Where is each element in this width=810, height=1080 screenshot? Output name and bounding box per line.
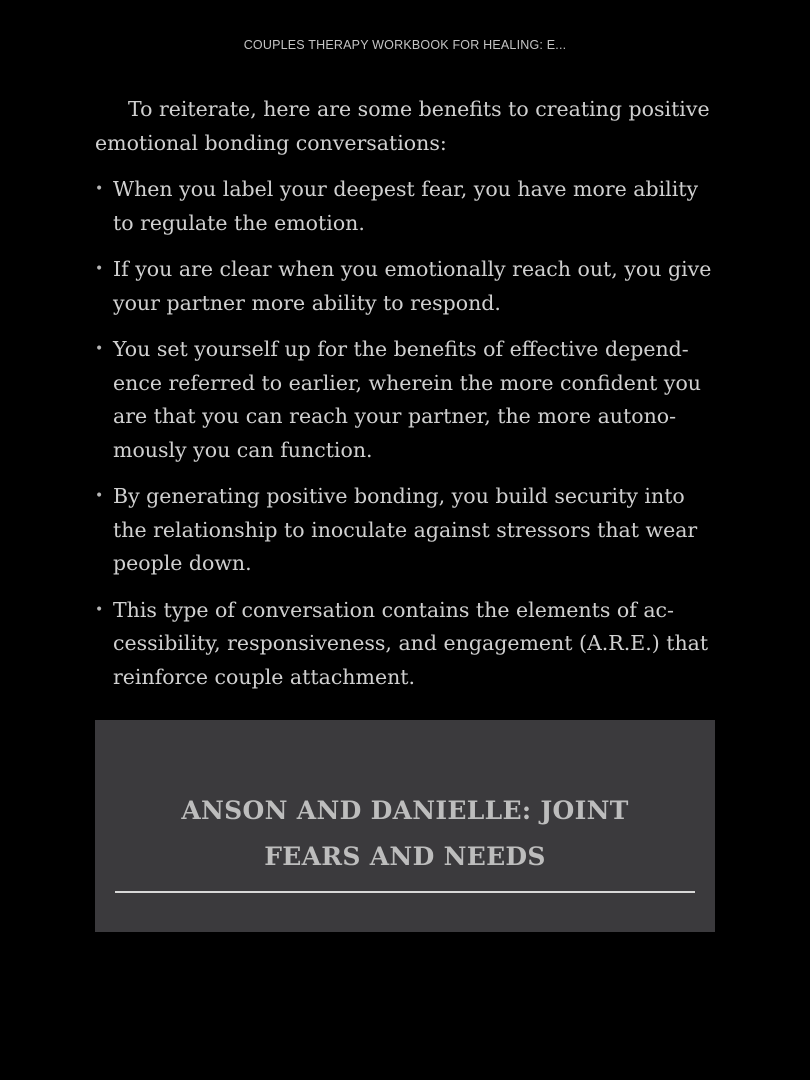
section-heading-line-2: FEARS AND NEEDS (264, 842, 546, 871)
section-heading (95, 788, 715, 880)
bullet-icon: • (95, 341, 104, 357)
list-item-text: When you label your deepest fear, you have more ability to regulate the emotion. (113, 177, 699, 235)
bullet-icon: • (95, 488, 104, 504)
list-item (95, 253, 720, 320)
heading-divider (115, 891, 695, 893)
benefits-list (95, 173, 720, 694)
bullet-icon: • (95, 601, 104, 618)
bullet-icon: • (95, 181, 104, 197)
intro-paragraph: To reiterate, here are some benefits to creating positive emotional bonding conversations: (95, 97, 710, 155)
list-item-text: This type of conversation contains the elements of accessibility, responsiveness, and engagement (A.R.E.) that reinforce couple attachment. (113, 597, 709, 689)
reading-content (95, 93, 720, 707)
list-item-text: If you are clear when you emotionally reach out, you give your partner more ability to respond. (113, 257, 712, 315)
list-item-text: By generating positive bonding, you build security into the relationship to inoculate against stressors that wear people down. (113, 484, 698, 575)
list-item (95, 480, 720, 581)
section-heading-line-1: ANSON AND DANIELLE: JOINT (181, 796, 629, 825)
book-title-header: COUPLES THERAPY WORKBOOK FOR HEALING: E... (243, 38, 567, 52)
bullet-icon: • (95, 261, 104, 277)
section-heading-box (95, 720, 715, 932)
list-item (95, 333, 720, 467)
list-item (95, 173, 720, 240)
list-item (95, 594, 720, 695)
list-item-text: You set yourself up for the benefits of effective dependence referred to earlier, wherein the more confident you are that you can reach your partner, the more autonomously you can function. (113, 337, 702, 462)
